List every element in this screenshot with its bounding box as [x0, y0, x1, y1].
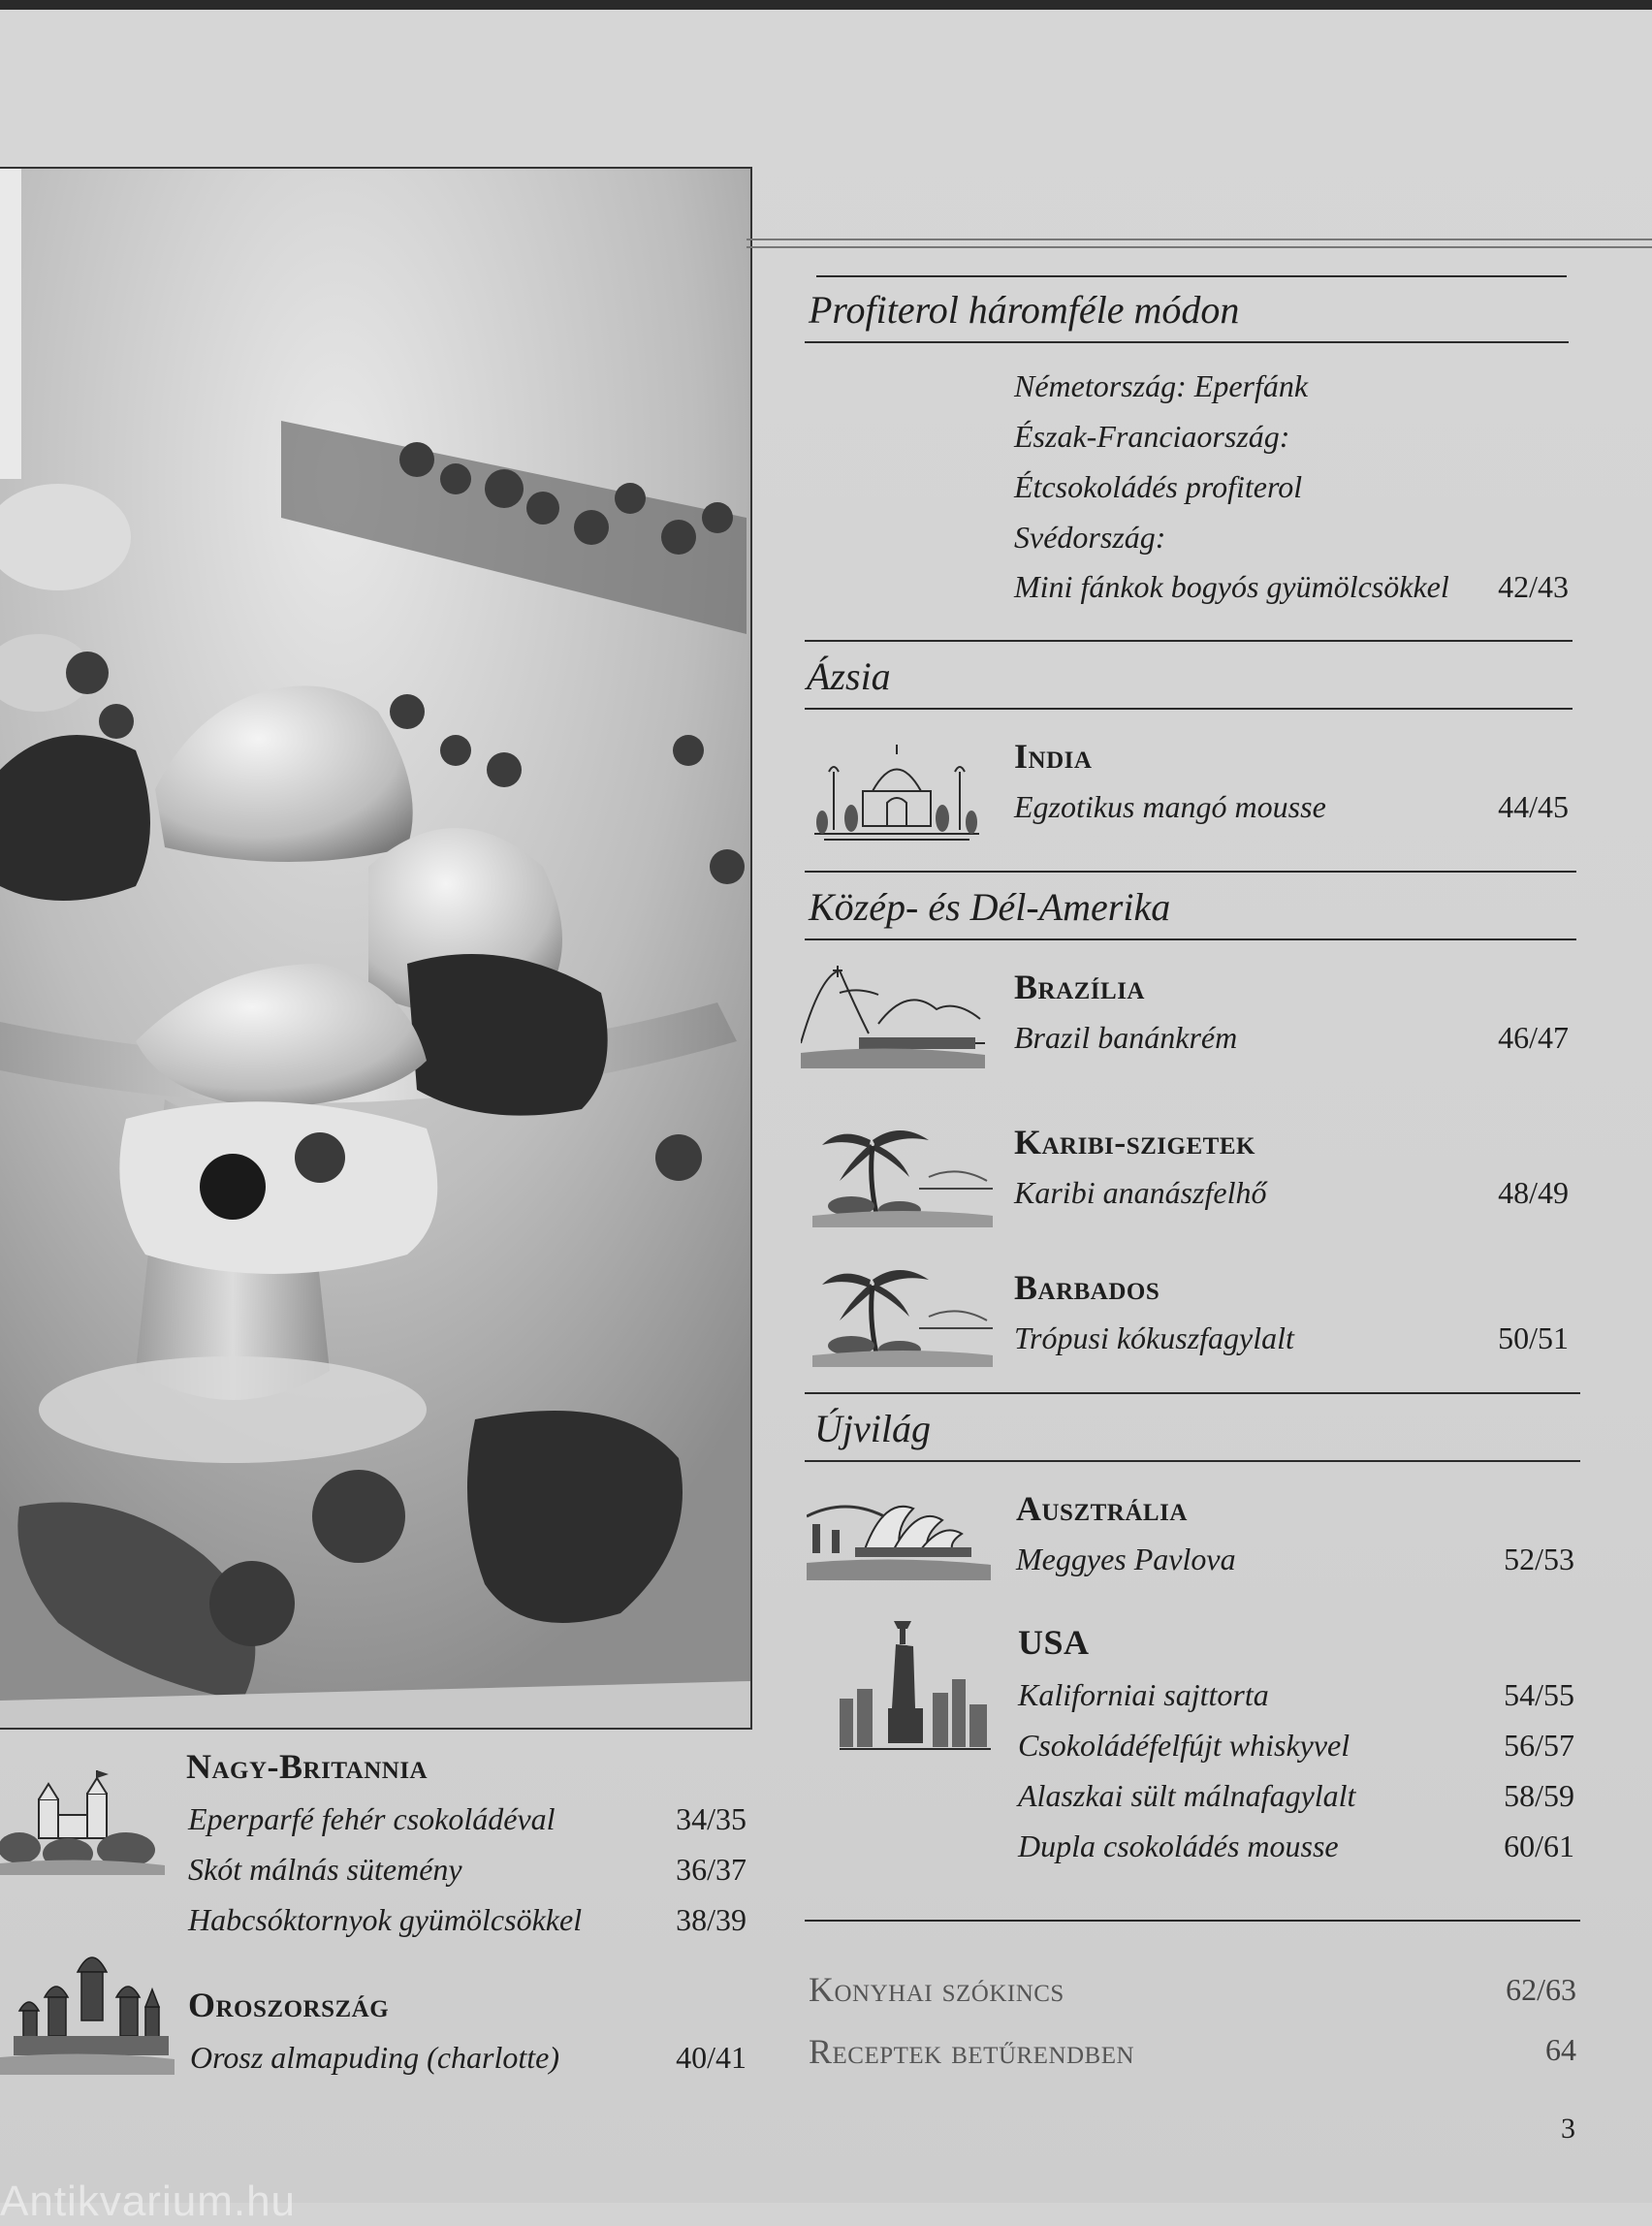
country-australia: Ausztrália — [1016, 1489, 1188, 1528]
recipe-name: Meggyes Pavlova — [1016, 1542, 1236, 1576]
appendix-kitchen-glossary: Konyhai szókincs — [809, 1970, 1064, 2009]
page-number: 3 — [1561, 2113, 1575, 2145]
profiterol-line-1: Németország: Eperfánk — [1014, 368, 1309, 403]
palm-beach-icon — [812, 1121, 993, 1227]
recipe-page: 58/59 — [1504, 1778, 1574, 1813]
castle-icon — [0, 1770, 165, 1875]
top-edge — [0, 0, 1652, 10]
section-rule-top — [805, 871, 1576, 873]
profiterol-line-3: Étcsokoládés profiterol — [1014, 469, 1303, 504]
country-brazil: Brazília — [1014, 968, 1145, 1006]
watermark: Antikvarium.hu — [0, 2178, 297, 2225]
appendix-page: 64 — [1545, 2032, 1576, 2067]
profiterol-line-5: Mini fánkok bogyós gyümölcsökkel — [1014, 569, 1449, 604]
recipe-name: Egzotikus mangó mousse — [1014, 789, 1326, 824]
country-russia: Oroszország — [188, 1986, 390, 2024]
recipe-page: 44/45 — [1498, 789, 1569, 824]
recipe-page: 60/61 — [1504, 1828, 1574, 1863]
recipe-name: Eperparfé fehér csokoládéval — [188, 1801, 556, 1836]
appendix-recipe-index: Receptek betűrendben — [809, 2032, 1135, 2071]
recipe-page: 50/51 — [1498, 1320, 1569, 1355]
palm-beach-icon — [812, 1260, 993, 1367]
recipe-name: Habcsóktornyok gyümölcsökkel — [188, 1902, 583, 1937]
recipe-page: 36/37 — [676, 1852, 747, 1887]
profiterol-page: 42/43 — [1498, 569, 1569, 604]
country-barbados: Barbados — [1014, 1268, 1160, 1307]
profiterol-line-2: Észak-Franciaország: — [1014, 419, 1290, 454]
recipe-page: 34/35 — [676, 1801, 747, 1836]
taj-mahal-icon — [814, 733, 979, 845]
recipe-name: Brazil banánkrém — [1014, 1020, 1238, 1055]
recipe-page: 52/53 — [1504, 1542, 1574, 1576]
section-rule-bottom — [805, 708, 1573, 710]
recipe-page: 46/47 — [1498, 1020, 1569, 1055]
section-rule-bottom — [805, 341, 1569, 343]
sydney-opera-house-icon — [807, 1487, 991, 1580]
recipe-page: 56/57 — [1504, 1728, 1574, 1763]
country-uk: Nagy-Britannia — [186, 1747, 429, 1786]
section-title-profiterol: Profiterol háromféle módon — [809, 288, 1240, 332]
country-caribbean: Karibi-szigetek — [1014, 1123, 1255, 1161]
recipe-name: Dupla csokoládés mousse — [1018, 1828, 1339, 1863]
section-rule-top — [816, 275, 1567, 277]
recipe-name: Karibi ananászfelhő — [1014, 1175, 1267, 1210]
recipe-name: Skót málnás sütemény — [188, 1852, 462, 1887]
section-rule-bottom — [805, 938, 1576, 940]
section-title-newworld: Újvilág — [814, 1407, 931, 1450]
recipe-name: Alaszkai sült málnafagylalt — [1018, 1778, 1356, 1813]
recipe-page: 48/49 — [1498, 1175, 1569, 1210]
recipe-page: 40/41 — [676, 2040, 747, 2075]
statue-of-liberty-icon — [840, 1621, 991, 1755]
section-rule-top — [805, 1392, 1580, 1394]
country-india: India — [1014, 737, 1093, 776]
section-rule-top — [805, 640, 1573, 642]
profiterol-line-4: Svédország: — [1014, 520, 1166, 555]
dessert-photo — [0, 167, 752, 1730]
country-usa: USA — [1018, 1623, 1090, 1662]
recipe-name: Csokoládéfelfújt whiskyvel — [1018, 1728, 1350, 1763]
recipe-name: Orosz almapuding (charlotte) — [190, 2040, 560, 2075]
recipe-page: 38/39 — [676, 1902, 747, 1937]
sugarloaf-mountain-icon — [801, 966, 985, 1068]
appendix-rule — [805, 1920, 1580, 1922]
section-title-asia: Ázsia — [807, 654, 891, 698]
section-title-americas: Közép- és Dél-Amerika — [809, 885, 1171, 929]
st-basils-cathedral-icon — [0, 1943, 175, 2075]
recipe-page: 54/55 — [1504, 1677, 1574, 1712]
appendix-page: 62/63 — [1506, 1972, 1576, 2007]
section-rule-bottom — [805, 1460, 1580, 1462]
header-double-rule — [747, 238, 1652, 248]
recipe-name: Kaliforniai sajttorta — [1018, 1677, 1269, 1712]
recipe-name: Trópusi kókuszfagylalt — [1014, 1320, 1294, 1355]
